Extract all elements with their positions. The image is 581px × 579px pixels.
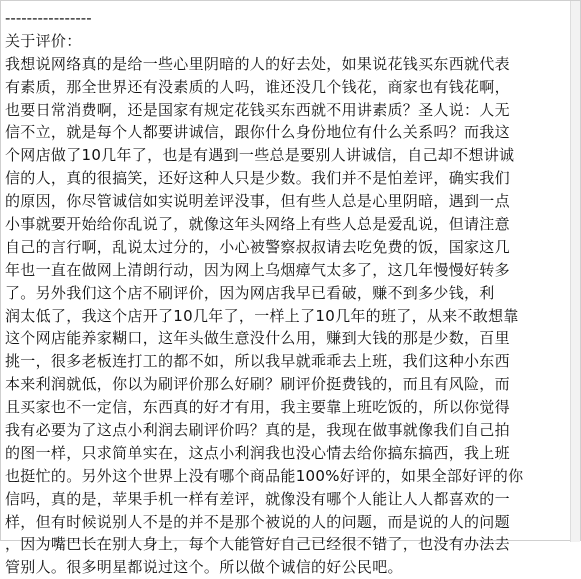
paragraph-line: 润太低了，我这个店开了10几年了，一样上了10几年的班了，从来不敢想靠 xyxy=(5,306,519,325)
paragraph-line: 信不立，就是每个人都要讲诚信，跟你什么身份地位有什么关系吗？而我这 xyxy=(5,123,510,142)
paragraph-line: 信的人，真的很搞笑，还好这种人只是少数。我们并不是怕差评，确实我们 xyxy=(5,169,510,188)
paragraph-line: 自己的言行啊，乱说太过分的，小心被警察叔叔请去吃免费的饭，国家这几 xyxy=(5,237,510,256)
paragraph-line: 信吗，真的是，苹果手机一样有差评，就像没有哪个人能让人人都喜欢的一 xyxy=(5,489,510,508)
paragraph-line: 也挺忙的。另外这个世界上没有哪个商品能100%好评的，如果全部好评的你 xyxy=(5,466,524,485)
paragraph-line: 这个网店能养家糊口，这年头做生意没什么用，赚到大钱的那是少数，百里 xyxy=(5,329,510,348)
paragraph-line: 了。另外我们这个店不刷评价，因为网店我早已看破，赚不到多少钱，利 xyxy=(5,283,495,302)
vertical-scrollbar[interactable] xyxy=(570,1,580,542)
paragraph-line: 的原因，你尽管诚信如实说明差评没事，但有些人总是心里阴暗，遇到一点 xyxy=(5,192,510,211)
paragraph-line: 样，但有时候说别人不是的并不是那个被说的人的问题，而是说的人的问题 xyxy=(5,512,510,531)
paragraph-line: 且买家也不一定信，东西真的好才有用，我主要靠上班吃饭的，所以你觉得 xyxy=(5,398,510,417)
paragraph-line: 也要日常消费啊，还是国家有规定花钱买东西就不用讲素质？圣人说：人无 xyxy=(5,100,510,119)
paragraph-line: 我有必要为了这点小利润去刷评价吗？真的是，我现在做事就像我们自己拍 xyxy=(5,421,510,440)
paragraph-line: 个网店做了10几年了，也是有遇到一些总是要别人讲诚信，自己却不想讲诚 xyxy=(5,146,515,165)
paragraph-line: 管别人。很多明星都说过这个。所以做个诚信的好公民吧。 xyxy=(5,558,403,577)
review-note-text[interactable] xyxy=(5,7,565,577)
paragraph-line: 小事就要开始给你乱说了，就像这年头网络上有些人总是爱乱说，但请注意 xyxy=(5,215,510,234)
paragraph-line: 挑一，很多老板连打工的都不如，所以我早就乖乖去上班，我们这种小东西 xyxy=(5,352,510,371)
divider-line: ---------------- xyxy=(5,9,92,27)
paragraph-line: 本来利润就低，你以为刷评价那么好刷？刷评价挺费钱的，而且有风险，而 xyxy=(5,375,510,394)
paragraph-line: 有素质，那全世界还有没素质的人吗，谁还没几个钱花，商家也有钱花啊， xyxy=(5,77,510,96)
paragraph-line: 我想说网络真的是给一些心里阴暗的人的好去处，如果说花钱买东西就代表 xyxy=(5,54,510,73)
section-heading: 关于评价： xyxy=(5,31,82,50)
paragraph-line: ，因为嘴巴长在别人身上，每个人能管好自己已经很不错了，也没有办法去 xyxy=(5,535,510,554)
paragraph-line: 年也一直在做网上清朗行动，因为网上乌烟瘴气太多了，这几年慢慢好转多 xyxy=(5,260,510,279)
paragraph-line: 的图一样，只求简单实在，这点小利润我也没心情去给你搞东搞西，我上班 xyxy=(5,443,510,462)
